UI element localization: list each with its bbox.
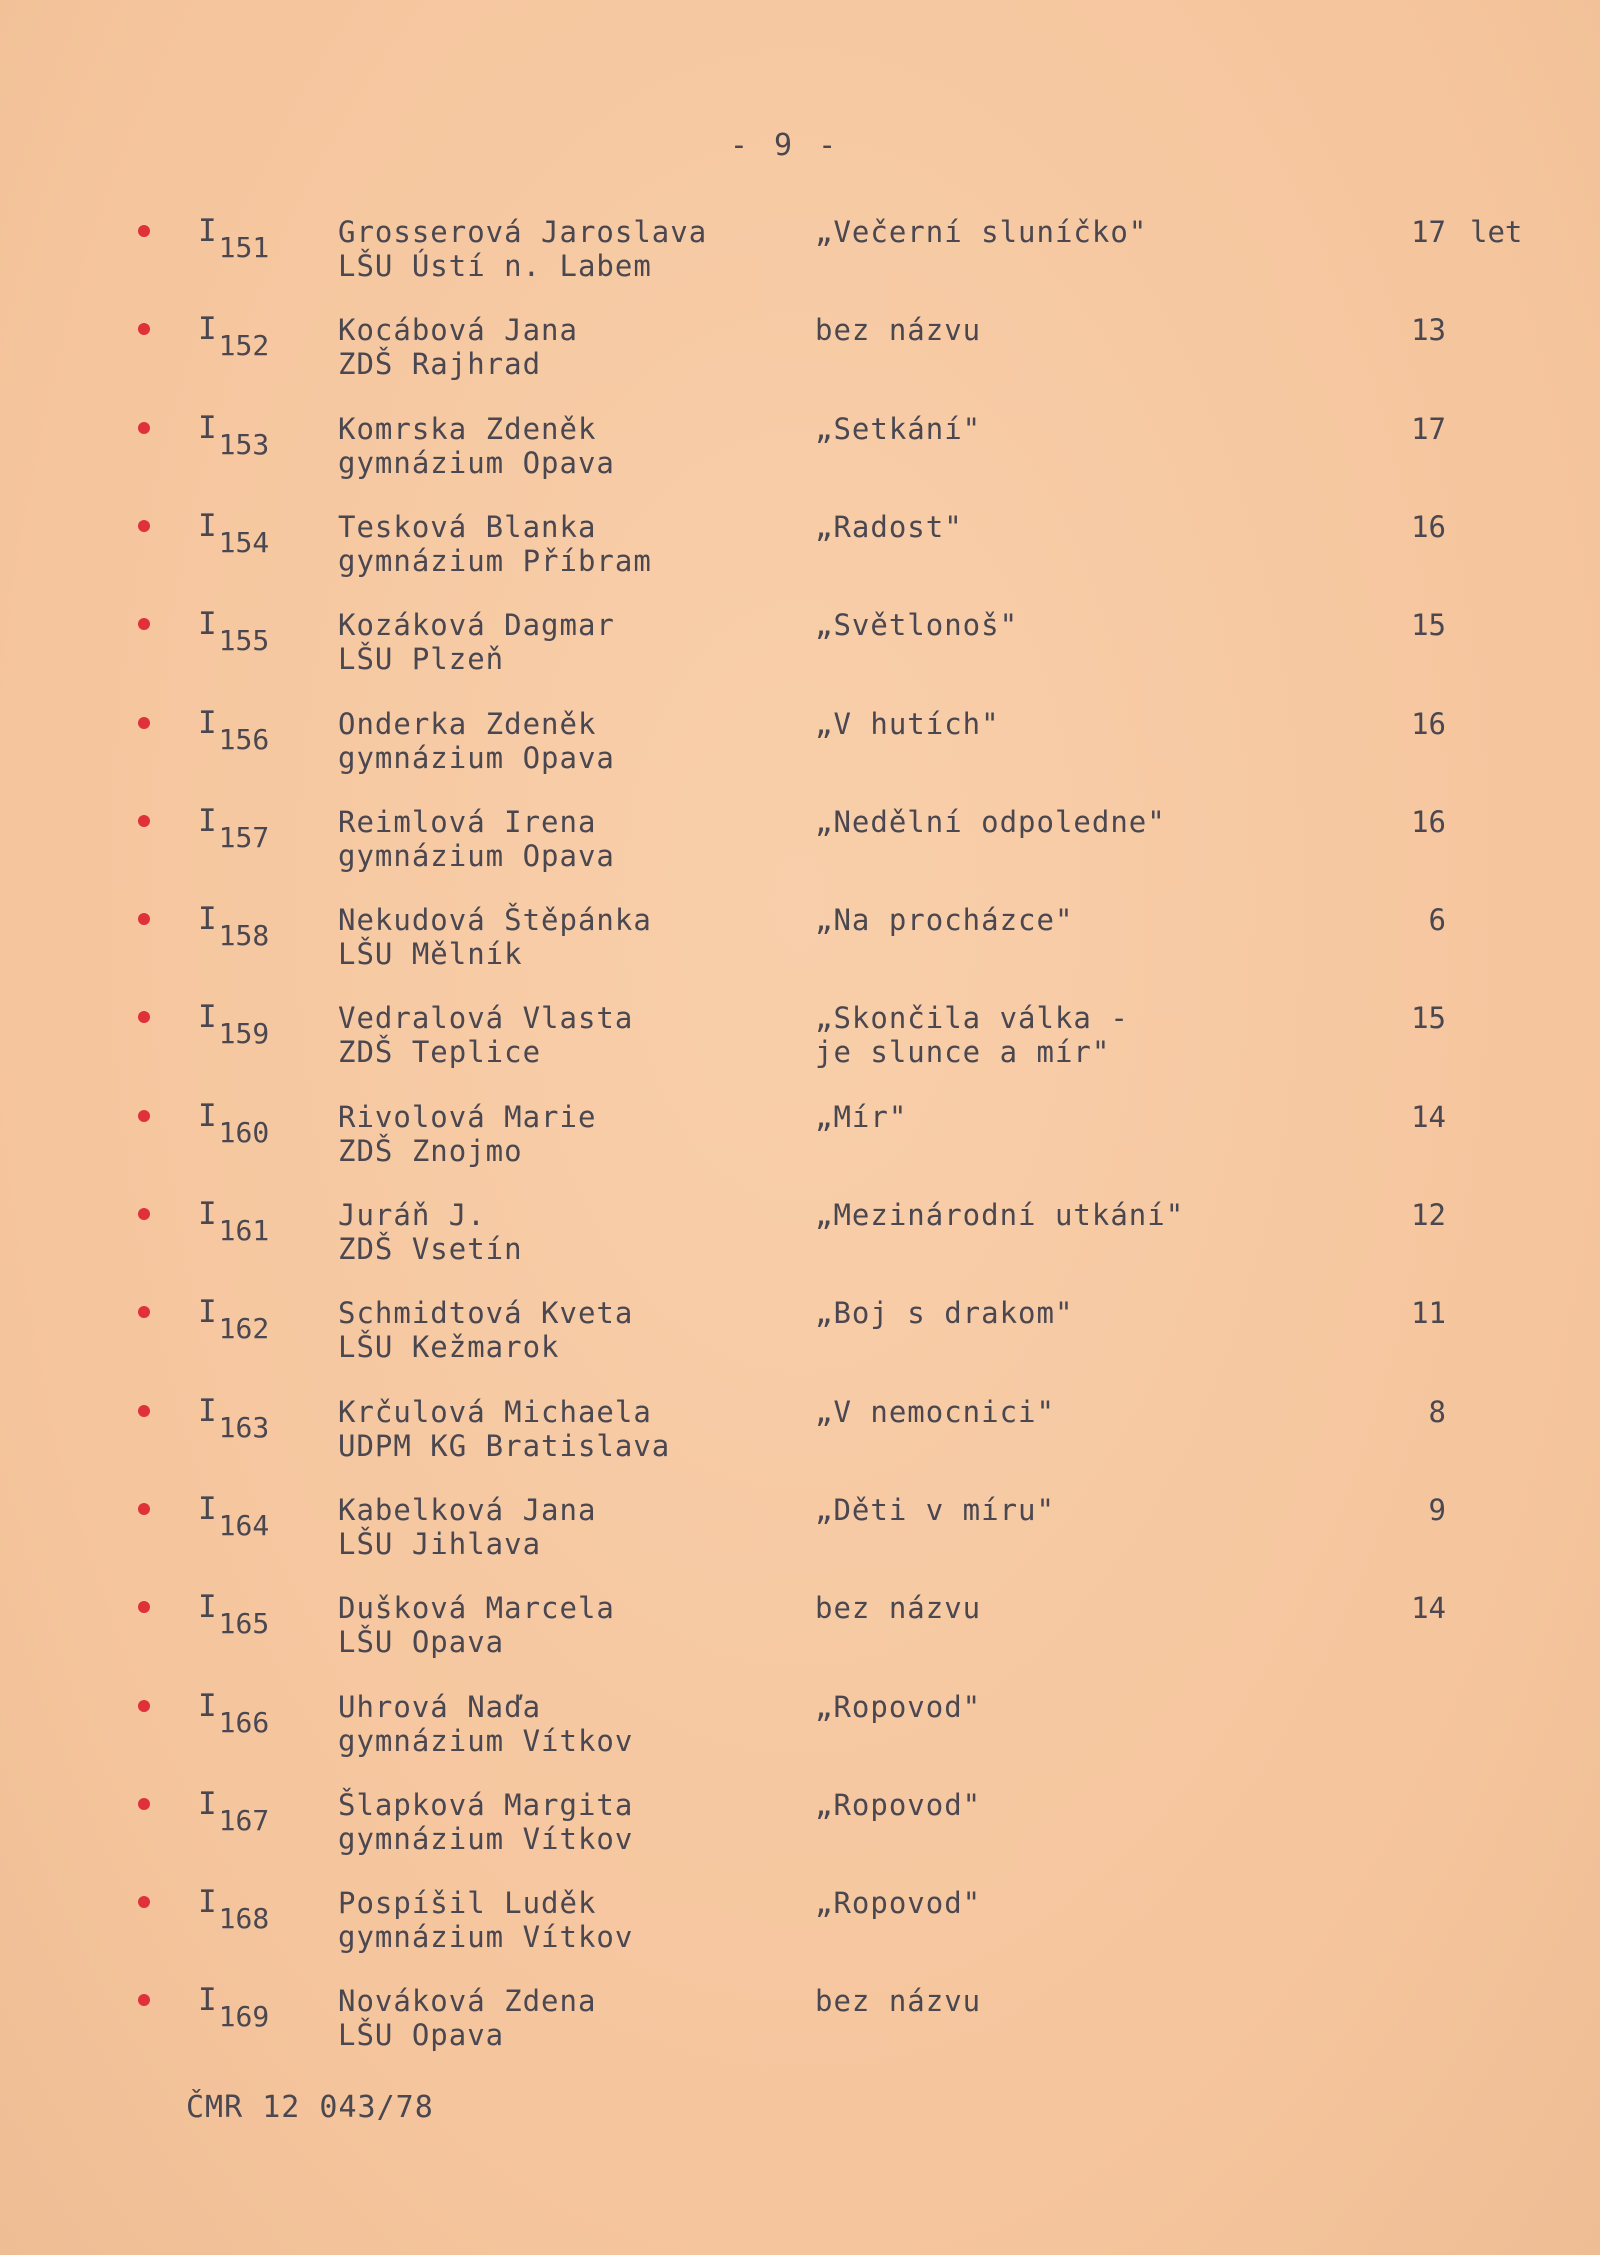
author-name: Reimlová Irena: [338, 805, 597, 839]
entry-number-sub: 167: [218, 1804, 270, 1837]
artwork-title: [815, 313, 981, 347]
author-block: [338, 903, 652, 971]
red-dot-marker: [138, 1503, 150, 1515]
author-school: LŠU Mělník: [338, 937, 523, 971]
author-school: gymnázium Opava: [338, 446, 615, 480]
author-name: Juráň J.: [338, 1198, 486, 1232]
entry-row: [0, 1198, 1600, 1288]
red-dot-marker: [138, 815, 150, 827]
author-age: 12: [1411, 1198, 1446, 1232]
author-block: [338, 1100, 596, 1168]
entry-number-sub: 158: [218, 919, 270, 952]
artwork-title: [815, 1493, 1055, 1527]
artwork-title-line1: „Na procházce": [815, 903, 1074, 937]
entry-number-sub: 157: [218, 821, 270, 854]
entry-number-sub: 166: [218, 1706, 270, 1739]
author-age: 15: [1411, 608, 1446, 642]
entry-row: [0, 1591, 1600, 1681]
artwork-title-line1: „Děti v míru": [815, 1493, 1055, 1527]
artwork-title: [815, 412, 981, 446]
red-dot-marker: [138, 1208, 150, 1220]
entry-number-prefix: I: [198, 1491, 217, 1527]
entry-row: [0, 707, 1600, 797]
author-age: 14: [1411, 1591, 1446, 1625]
artwork-title-line1: „V hutích": [815, 707, 1000, 741]
artwork-title-line1: „Světlonoš": [815, 608, 1019, 642]
entry-number-sub: 165: [218, 1607, 270, 1640]
author-name: Kocábová Jana: [338, 313, 578, 347]
author-block: [338, 313, 578, 381]
entry-row: [0, 1100, 1600, 1190]
entry-number-sub: 160: [218, 1116, 270, 1149]
entry-number: [198, 1786, 270, 1837]
entry-number-prefix: I: [198, 901, 217, 937]
author-age: 8: [1428, 1395, 1446, 1429]
entry-row: [0, 1395, 1600, 1485]
entry-number: [198, 508, 270, 559]
entry-number: [198, 1982, 270, 2033]
entry-number-sub: 155: [218, 624, 270, 657]
author-age: 14: [1411, 1100, 1446, 1134]
author-block: [338, 1296, 633, 1364]
artwork-title: [815, 1591, 981, 1625]
author-name: Tesková Blanka: [338, 510, 597, 544]
entry-number-prefix: I: [198, 1393, 217, 1429]
author-age: 15: [1411, 1001, 1446, 1035]
entry-row: [0, 412, 1600, 502]
entry-number-prefix: I: [198, 311, 217, 347]
author-school: LŠU Jihlava: [338, 1527, 542, 1561]
entry-number: [198, 410, 270, 461]
author-school: gymnázium Opava: [338, 741, 615, 775]
document-reference: ČMR 12 043/78: [186, 2090, 434, 2125]
artwork-title-line1: bez názvu: [815, 313, 982, 347]
entry-number: [198, 213, 270, 264]
artwork-title: [815, 1886, 981, 1920]
author-school: LŠU Ústí n. Labem: [338, 249, 652, 283]
entry-number-prefix: I: [198, 1589, 217, 1625]
artwork-title: [815, 805, 1166, 839]
author-name: Kabelková Jana: [338, 1493, 597, 1527]
author-school: LŠU Opava: [338, 2018, 505, 2052]
artwork-title-line1: „Boj s drakom": [815, 1296, 1074, 1330]
red-dot-marker: [138, 422, 150, 434]
red-dot-marker: [138, 1601, 150, 1613]
artwork-title-line1: „Ropovod": [815, 1690, 982, 1724]
author-age: 16: [1411, 805, 1446, 839]
author-name: Kozáková Dagmar: [338, 608, 615, 642]
artwork-title-line2: je slunce a mír": [815, 1035, 1111, 1069]
artwork-title: [815, 1395, 1055, 1429]
entry-number: [198, 1294, 270, 1345]
entry-number-prefix: I: [198, 999, 217, 1035]
entry-number-prefix: I: [198, 705, 217, 741]
red-dot-marker: [138, 1798, 150, 1810]
author-age: 17: [1411, 412, 1446, 446]
entry-row: [0, 903, 1600, 993]
artwork-title-line1: „Radost": [815, 510, 963, 544]
author-age: 13: [1411, 313, 1446, 347]
artwork-title-line1: „Ropovod": [815, 1886, 982, 1920]
author-name: Dušková Marcela: [338, 1591, 615, 1625]
entry-number: [198, 1589, 270, 1640]
entry-number-sub: 156: [218, 723, 270, 756]
author-school: ZDŠ Teplice: [338, 1035, 542, 1069]
author-block: [338, 1886, 633, 1954]
entry-row: [0, 215, 1600, 305]
red-dot-marker: [138, 1306, 150, 1318]
entry-row: [0, 608, 1600, 698]
red-dot-marker: [138, 913, 150, 925]
red-dot-marker: [138, 1896, 150, 1908]
entry-number: [198, 1491, 270, 1542]
author-school: LŠU Plzeň: [338, 642, 505, 676]
red-dot-marker: [138, 1405, 150, 1417]
author-school: gymnázium Vítkov: [338, 1724, 634, 1758]
author-block: [338, 1690, 633, 1758]
artwork-title-line1: „V nemocnici": [815, 1395, 1055, 1429]
entry-number-prefix: I: [198, 803, 217, 839]
red-dot-marker: [138, 717, 150, 729]
entry-number-sub: 163: [218, 1411, 270, 1444]
author-school: LŠU Kežmarok: [338, 1330, 560, 1364]
artwork-title: [815, 1788, 981, 1822]
artwork-title-line1: bez názvu: [815, 1984, 982, 2018]
entry-number-prefix: I: [198, 213, 217, 249]
entry-number: [198, 311, 270, 362]
red-dot-marker: [138, 520, 150, 532]
author-school: ZDŠ Rajhrad: [338, 347, 542, 381]
entry-number-prefix: I: [198, 606, 217, 642]
author-school: gymnázium Opava: [338, 839, 615, 873]
author-age: 11: [1411, 1296, 1446, 1330]
entry-number: [198, 1688, 270, 1739]
author-block: [338, 412, 615, 480]
author-block: [338, 1984, 596, 2052]
entry-row: [0, 1001, 1600, 1091]
artwork-title-line1: „Mír": [815, 1100, 908, 1134]
author-age: 6: [1428, 903, 1446, 937]
entry-number-sub: 159: [218, 1017, 270, 1050]
artwork-title: [815, 707, 1000, 741]
author-name: Vedralová Vlasta: [338, 1001, 634, 1035]
entry-number-prefix: I: [198, 1982, 217, 2018]
artwork-title-line1: „Setkání": [815, 412, 982, 446]
entry-number-prefix: I: [198, 1786, 217, 1822]
author-name: Schmidtová Kveta: [338, 1296, 634, 1330]
author-name: Nováková Zdena: [338, 1984, 597, 2018]
red-dot-marker: [138, 1110, 150, 1122]
entry-number: [198, 606, 270, 657]
entry-number: [198, 1393, 270, 1444]
entry-number-sub: 153: [218, 428, 270, 461]
author-age: 16: [1411, 707, 1446, 741]
author-name: Nekudová Štěpánka: [338, 903, 652, 937]
entry-row: [0, 1788, 1600, 1878]
entry-number-sub: 162: [218, 1312, 270, 1345]
author-block: [338, 608, 615, 676]
artwork-title-line1: „Skončila válka -: [815, 1001, 1129, 1035]
red-dot-marker: [138, 225, 150, 237]
artwork-title: [815, 1690, 981, 1724]
author-block: [338, 510, 652, 578]
author-school: LŠU Opava: [338, 1625, 505, 1659]
artwork-title-line1: „Večerní sluníčko": [815, 215, 1148, 249]
author-block: [338, 215, 707, 283]
entry-number-prefix: I: [198, 1688, 217, 1724]
entry-row: [0, 313, 1600, 403]
author-name: Komrska Zdeněk: [338, 412, 597, 446]
entry-number-prefix: I: [198, 1098, 217, 1134]
author-school: ZDŠ Vsetín: [338, 1232, 523, 1266]
author-block: [338, 1395, 670, 1463]
author-name: Uhrová Naďa: [338, 1690, 542, 1724]
artwork-title: [815, 215, 1147, 249]
red-dot-marker: [138, 1994, 150, 2006]
artwork-title-line1: „Ropovod": [815, 1788, 982, 1822]
age-unit: let: [1470, 215, 1523, 249]
author-block: [338, 1001, 633, 1069]
entry-number: [198, 705, 270, 756]
entry-row: [0, 1296, 1600, 1386]
author-name: Pospíšil Luděk: [338, 1886, 597, 1920]
entry-row: [0, 1886, 1600, 1976]
entry-row: [0, 1493, 1600, 1583]
author-block: [338, 1788, 633, 1856]
author-name: Krčulová Michaela: [338, 1395, 652, 1429]
artwork-title: [815, 608, 1018, 642]
author-block: [338, 805, 615, 873]
entry-number: [198, 901, 270, 952]
entry-number-sub: 168: [218, 1902, 270, 1935]
author-block: [338, 1591, 615, 1659]
artwork-title: [815, 1001, 1129, 1069]
artwork-title: [815, 510, 963, 544]
red-dot-marker: [138, 1700, 150, 1712]
entry-number-sub: 151: [218, 231, 270, 264]
artwork-title: [815, 1100, 907, 1134]
entry-number-sub: 161: [218, 1214, 270, 1247]
entry-number-sub: 169: [218, 2000, 270, 2033]
author-school: gymnázium Příbram: [338, 544, 652, 578]
entry-number: [198, 1196, 270, 1247]
entry-number-prefix: I: [198, 1196, 217, 1232]
artwork-title-line1: „Mezinárodní utkání": [815, 1198, 1185, 1232]
entry-number: [198, 1884, 270, 1935]
page-number: - 9 -: [729, 128, 841, 163]
author-school: ZDŠ Znojmo: [338, 1134, 523, 1168]
artwork-title: [815, 903, 1073, 937]
author-name: Onderka Zdeněk: [338, 707, 597, 741]
red-dot-marker: [138, 323, 150, 335]
author-name: Grosserová Jaroslava: [338, 215, 708, 249]
entry-number: [198, 1098, 270, 1149]
entry-row: [0, 1690, 1600, 1780]
entry-number-prefix: I: [198, 508, 217, 544]
author-name: Šlapková Margita: [338, 1788, 634, 1822]
entry-row: [0, 510, 1600, 600]
author-block: [338, 1493, 596, 1561]
red-dot-marker: [138, 1011, 150, 1023]
artwork-title: [815, 1984, 981, 2018]
author-school: gymnázium Vítkov: [338, 1822, 634, 1856]
entry-row: [0, 805, 1600, 895]
author-name: Rivolová Marie: [338, 1100, 597, 1134]
author-school: UDPM KG Bratislava: [338, 1429, 671, 1463]
entry-number-prefix: I: [198, 1884, 217, 1920]
entry-number-sub: 154: [218, 526, 270, 559]
artwork-title: [815, 1198, 1184, 1232]
artwork-title: [815, 1296, 1073, 1330]
artwork-title-line1: bez názvu: [815, 1591, 982, 1625]
entry-row: [0, 1984, 1600, 2074]
red-dot-marker: [138, 618, 150, 630]
author-age: 17: [1411, 215, 1446, 249]
author-block: [338, 1198, 523, 1266]
author-block: [338, 707, 615, 775]
entry-number-prefix: I: [198, 410, 217, 446]
entry-number: [198, 999, 270, 1050]
author-school: gymnázium Vítkov: [338, 1920, 634, 1954]
author-age: 9: [1428, 1493, 1446, 1527]
entry-number-sub: 164: [218, 1509, 270, 1542]
author-age: 16: [1411, 510, 1446, 544]
entry-number-sub: 152: [218, 329, 270, 362]
entry-number-prefix: I: [198, 1294, 217, 1330]
artwork-title-line1: „Nedělní odpoledne": [815, 805, 1166, 839]
entry-number: [198, 803, 270, 854]
